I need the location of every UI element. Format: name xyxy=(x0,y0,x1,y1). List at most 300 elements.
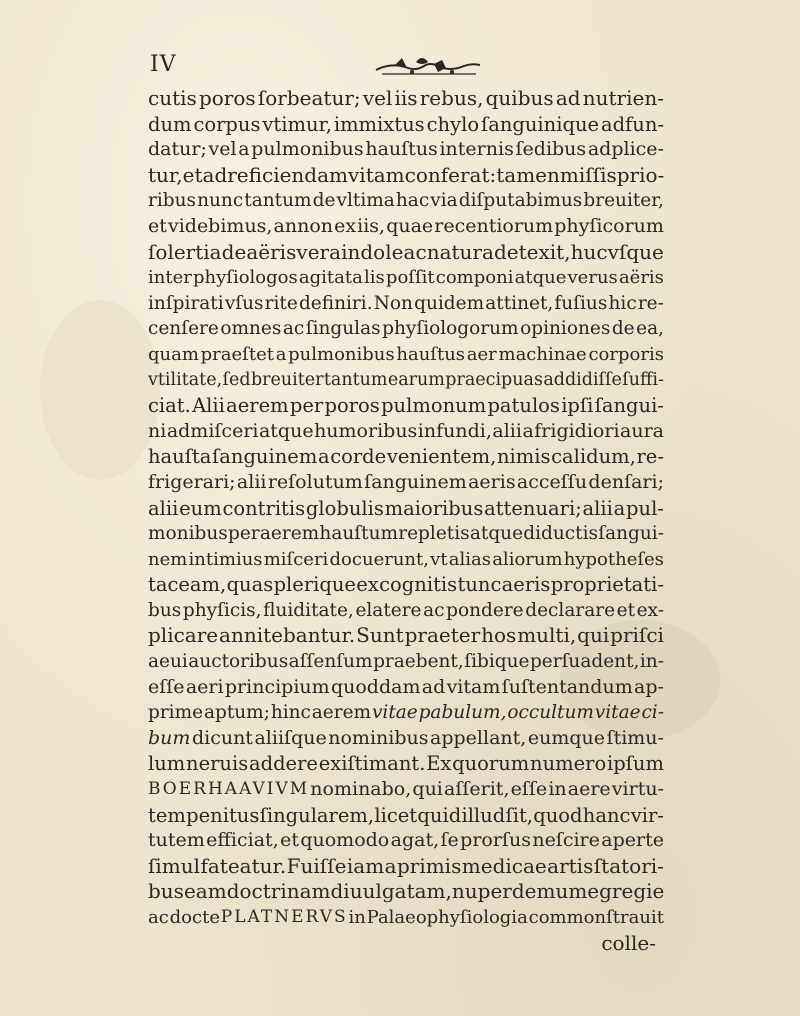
text-line xyxy=(148,726,664,752)
word: aeui xyxy=(148,651,188,673)
word: alii xyxy=(236,470,267,493)
word: lum xyxy=(148,752,186,776)
word: quoddam xyxy=(330,675,421,698)
word: de xyxy=(221,239,247,264)
word: atque xyxy=(514,267,567,289)
word: patulos xyxy=(487,394,560,418)
word: ipſum xyxy=(606,752,664,776)
text-line xyxy=(148,700,664,726)
word: vitam xyxy=(348,162,405,187)
word: atque xyxy=(469,523,524,545)
word: verus xyxy=(567,267,618,289)
word: tur, xyxy=(148,162,183,187)
text-line xyxy=(148,598,664,624)
word: opiniones xyxy=(520,318,611,340)
word: miſceri xyxy=(263,548,329,570)
word: aëris xyxy=(618,267,664,289)
word: aeris xyxy=(468,470,516,493)
word: egregie xyxy=(587,879,665,904)
word: licet xyxy=(374,803,418,827)
word: alias xyxy=(448,548,491,570)
text-line xyxy=(148,521,664,547)
word: et xyxy=(280,829,299,852)
text-line xyxy=(148,675,664,701)
word: nominabo, xyxy=(310,778,412,801)
word: maioribus xyxy=(384,496,484,520)
word: elatere xyxy=(355,599,422,621)
word: globulis xyxy=(305,496,384,520)
word: hac xyxy=(395,190,430,212)
word: ſangui- xyxy=(598,523,664,545)
word: addidiſſe xyxy=(543,369,622,390)
word: praebent, xyxy=(373,651,464,673)
word: eſſe xyxy=(148,675,185,698)
word: iam xyxy=(346,853,385,878)
word: Fuiſſe xyxy=(286,853,347,878)
word: auctoribus xyxy=(188,651,289,673)
word: praeſtet xyxy=(200,343,274,365)
word: earum xyxy=(387,369,445,390)
word: a xyxy=(613,496,626,520)
word: fluiditate, xyxy=(263,599,354,621)
word: prime xyxy=(148,702,204,724)
word: alii xyxy=(148,496,179,520)
word: eſſe xyxy=(510,778,548,801)
word: in- xyxy=(639,651,664,673)
word: quid xyxy=(417,803,462,827)
word: declarare xyxy=(525,599,616,621)
word: per xyxy=(289,394,324,418)
word: alii xyxy=(492,419,522,442)
word: prorſus xyxy=(460,829,531,852)
decorative-rule-ornament xyxy=(372,52,484,80)
word: aeri xyxy=(185,675,224,698)
word: tamen xyxy=(496,162,560,187)
word: aeris xyxy=(501,573,551,597)
word: vſus xyxy=(224,292,264,314)
word: ac xyxy=(403,239,427,264)
word: admiſceri xyxy=(166,419,259,442)
word: ſanguinem xyxy=(364,470,467,493)
word: adfun- xyxy=(600,112,664,136)
word: corde xyxy=(330,445,387,469)
word: demum xyxy=(511,879,588,904)
word: vel xyxy=(362,86,393,110)
word: ac xyxy=(148,907,169,928)
word: praecipuas xyxy=(445,369,543,390)
word: ſingulas xyxy=(305,318,381,340)
word: artis xyxy=(547,853,594,878)
word: tantum xyxy=(323,369,388,390)
word: ſedibus xyxy=(515,138,587,161)
word: ex xyxy=(356,573,379,597)
word: perſuadent, xyxy=(529,651,640,673)
text-line xyxy=(148,419,664,445)
word: quae xyxy=(386,214,434,237)
word: pulmonibus xyxy=(251,138,364,161)
word: poros xyxy=(198,86,256,110)
word: a xyxy=(384,853,397,878)
text-line xyxy=(148,265,664,291)
word: ex xyxy=(334,214,357,237)
word: praeter xyxy=(404,623,481,648)
word: iis xyxy=(394,86,418,110)
word: pondere xyxy=(446,599,524,621)
word: ſimul xyxy=(148,853,201,878)
word: bum xyxy=(148,726,191,749)
word: cenſere xyxy=(148,318,219,340)
word: in xyxy=(348,907,366,928)
word: reficiendam xyxy=(227,162,348,187)
word: aliorum xyxy=(492,548,563,570)
word: re- xyxy=(637,292,664,314)
text-line xyxy=(148,342,664,368)
text-line xyxy=(148,137,664,163)
word: ipſi xyxy=(561,394,594,418)
word: nutrien- xyxy=(582,86,664,110)
word: proprietati- xyxy=(550,573,664,597)
text-line xyxy=(148,879,664,905)
word: indole xyxy=(341,239,404,264)
word: alii xyxy=(582,496,613,520)
word: primis xyxy=(396,853,462,878)
word: eum xyxy=(179,496,222,520)
word: docte xyxy=(169,907,220,928)
text-line xyxy=(148,854,664,880)
text-line xyxy=(148,444,664,470)
word: omnes xyxy=(220,318,282,340)
word: reſolutum xyxy=(267,470,363,493)
word: calidum, xyxy=(551,445,636,469)
text-line xyxy=(148,828,664,854)
word: componi xyxy=(435,267,514,289)
word: inſpirati xyxy=(148,292,224,314)
word: chylo xyxy=(426,112,480,136)
word: ſe xyxy=(440,829,459,852)
word: quas xyxy=(226,573,274,597)
word: virtu- xyxy=(611,778,664,801)
word: ſangui- xyxy=(594,394,664,418)
catchword: colle- xyxy=(601,930,656,955)
word: vera xyxy=(296,239,342,264)
word: aptum; xyxy=(203,702,270,724)
word: vltima xyxy=(336,190,395,212)
word: Ex xyxy=(426,752,452,776)
word: aer xyxy=(466,343,497,365)
word: aerem xyxy=(226,394,289,418)
word: ad xyxy=(202,162,228,187)
word: miſſis xyxy=(559,162,617,187)
word: corpus xyxy=(193,112,261,136)
word: venientem, xyxy=(386,445,497,469)
word: vitae xyxy=(594,702,641,724)
word: exiſtimant. xyxy=(318,752,426,776)
word: frigerari; xyxy=(148,470,236,493)
word: tunc xyxy=(457,573,502,597)
word: frigidiori xyxy=(534,419,620,442)
word: aſſenſum xyxy=(288,651,373,673)
word: ſolertia xyxy=(148,239,222,264)
word: hauſta xyxy=(148,445,212,469)
word: ap- xyxy=(634,675,664,698)
word: tantum xyxy=(244,190,312,212)
text-line xyxy=(148,188,664,214)
word: in xyxy=(548,778,567,801)
word: aerem xyxy=(311,702,372,724)
word: taceam, xyxy=(148,573,227,597)
word: cognitis xyxy=(379,573,458,597)
text-line xyxy=(148,163,664,189)
word: vt xyxy=(430,548,448,570)
word: efficiat, xyxy=(206,829,279,852)
word: pul- xyxy=(626,496,664,520)
word: hauſtum xyxy=(319,523,399,545)
word: aſſerit, xyxy=(444,778,510,801)
text-line xyxy=(148,777,664,803)
word: ſorbeatur; xyxy=(257,86,361,110)
word: plerique xyxy=(273,573,356,597)
word: quorum xyxy=(452,752,530,776)
word: denſari; xyxy=(588,470,664,493)
word: dum xyxy=(148,112,192,136)
word: hypotheſes xyxy=(563,548,664,570)
word: annitebantur. xyxy=(219,623,356,648)
word: tutem xyxy=(148,829,205,852)
word: ci- xyxy=(641,702,664,724)
word: monibus xyxy=(148,523,228,545)
word: eumque xyxy=(527,726,605,749)
word: inter xyxy=(148,267,192,289)
word: breuiter xyxy=(250,369,324,390)
word: vtimur, xyxy=(262,112,332,136)
word: nimis xyxy=(496,445,551,469)
word: atque xyxy=(258,419,314,442)
word: aliiſque xyxy=(254,726,327,749)
word: intimius xyxy=(188,548,263,570)
word: nunc xyxy=(197,190,244,212)
word: phyſiologorum xyxy=(382,318,519,340)
text-line xyxy=(148,291,664,317)
word: ſanguinique xyxy=(480,112,600,136)
word: poros xyxy=(324,394,380,418)
word: hauſtus xyxy=(365,138,438,161)
word: dicunt xyxy=(191,726,253,749)
word: corporis xyxy=(588,343,664,365)
word: vir- xyxy=(630,803,664,827)
word: principium xyxy=(224,675,330,698)
word: annon xyxy=(273,214,334,237)
word: internis xyxy=(439,138,514,161)
word: occultum xyxy=(507,702,594,724)
word: ſit, xyxy=(505,803,533,827)
text-line xyxy=(148,368,664,394)
word: ribus xyxy=(148,190,197,212)
text-line xyxy=(148,316,664,342)
word: PLATNERVS xyxy=(220,907,348,927)
word: nominibus xyxy=(328,726,429,749)
word: aere xyxy=(567,778,611,801)
word: fuſius xyxy=(554,292,608,314)
word: immixtus xyxy=(333,112,425,136)
word: aerem xyxy=(259,523,320,545)
word: qui xyxy=(412,778,443,801)
word: aëris xyxy=(246,239,297,264)
word: ciat. xyxy=(148,394,191,418)
word: ex- xyxy=(636,599,664,621)
word: rite xyxy=(264,292,298,314)
word: tem xyxy=(148,803,186,827)
word: plicare xyxy=(148,623,219,648)
word: doctrinam xyxy=(226,879,331,904)
word: docuerunt, xyxy=(329,548,429,570)
word: eam xyxy=(183,879,227,904)
word: huc xyxy=(570,239,608,264)
word: recentiorum xyxy=(434,214,554,237)
word: re- xyxy=(636,445,664,469)
text-line xyxy=(148,240,664,266)
word: priſci xyxy=(610,623,664,648)
word: numero xyxy=(530,752,607,776)
word: repletis xyxy=(398,523,470,545)
word: a xyxy=(522,419,534,442)
word: agat, xyxy=(390,829,440,852)
word: phyſicis, xyxy=(182,599,262,621)
word: pabulum, xyxy=(418,702,507,724)
word: fateatur. xyxy=(200,853,287,878)
word: BOERHAAVIVM xyxy=(148,779,310,800)
text-line xyxy=(148,214,664,240)
text-line xyxy=(148,803,664,829)
word: prio- xyxy=(616,162,665,187)
word: attinet, xyxy=(485,292,554,314)
word: conferat: xyxy=(404,162,497,187)
text-line xyxy=(148,547,664,573)
word: ac xyxy=(423,599,445,621)
word: diſputabimus xyxy=(458,190,583,212)
word: diuulgatam, xyxy=(330,879,452,904)
word: quod xyxy=(533,803,583,827)
word: vel xyxy=(208,138,237,161)
word: ſanguinem xyxy=(212,445,318,469)
word: cutis xyxy=(148,86,197,110)
word: detexit, xyxy=(493,239,571,264)
word: phyſiologos xyxy=(193,267,298,289)
word: ad xyxy=(421,675,446,698)
word: pulmonibus xyxy=(288,343,395,365)
word: ea, xyxy=(636,318,664,340)
page-number: IV xyxy=(150,52,177,77)
word: aura xyxy=(620,419,664,442)
word: iis, xyxy=(357,214,386,237)
word: appellant, xyxy=(430,726,527,749)
word: multi, xyxy=(517,623,577,648)
word: addere xyxy=(248,752,318,776)
word: nem xyxy=(148,548,188,570)
word: diductis xyxy=(523,523,598,545)
word: ni xyxy=(148,419,167,442)
word: ad xyxy=(555,86,581,110)
word: vtilitate, xyxy=(148,369,223,390)
word: ac xyxy=(282,318,305,340)
text-line xyxy=(148,905,664,931)
word: Non xyxy=(373,292,413,314)
word: videbimus, xyxy=(167,214,273,237)
body-text xyxy=(148,86,664,956)
word: bus xyxy=(148,879,184,904)
word: vitam xyxy=(446,675,501,698)
word: agitata xyxy=(298,267,363,289)
word: ſtimu- xyxy=(606,726,664,749)
word: acceſſu xyxy=(516,470,588,493)
word: humoribus xyxy=(314,419,418,442)
word: hauſtus xyxy=(396,343,466,365)
word: Palaeophyſiologia xyxy=(366,907,528,928)
word: datur; xyxy=(148,138,207,161)
word: ſed xyxy=(222,369,251,390)
word: Sunt xyxy=(356,623,404,648)
word: hinc xyxy=(270,702,311,724)
text-line xyxy=(148,86,664,112)
word: penitus xyxy=(186,803,260,827)
word: commonſtrauit xyxy=(528,907,664,928)
paper-stain xyxy=(40,300,160,480)
word: aperte xyxy=(601,829,664,852)
word: de xyxy=(312,190,336,212)
word: via xyxy=(430,190,458,212)
word: nuper xyxy=(451,879,512,904)
word: quomodo xyxy=(300,829,390,852)
word: contritis xyxy=(222,496,306,520)
word: bus xyxy=(148,599,182,621)
text-line xyxy=(148,470,664,496)
text-line xyxy=(148,112,664,138)
word: quibus xyxy=(485,86,554,110)
word: neruis xyxy=(186,752,249,776)
word: ſibique xyxy=(464,651,530,673)
word: a xyxy=(275,343,287,365)
word: vitae xyxy=(371,702,418,724)
word: attenuari; xyxy=(484,496,582,520)
word: vſque xyxy=(607,239,664,264)
word: Alii xyxy=(192,394,225,418)
word: machinae xyxy=(498,343,587,365)
word: hos xyxy=(481,623,517,648)
word: adplice- xyxy=(587,138,664,161)
word: infundi, xyxy=(417,419,492,442)
word: phyſicorum xyxy=(554,214,664,237)
word: definiri. xyxy=(298,292,373,314)
word: neſcire xyxy=(532,829,600,852)
text-line xyxy=(148,623,664,649)
word: lis xyxy=(364,267,385,289)
word: hanc xyxy=(582,803,631,827)
text-line xyxy=(148,649,664,675)
word: illud xyxy=(461,803,506,827)
word: pulmonum xyxy=(381,394,487,418)
word: breuiter, xyxy=(583,190,664,212)
text-line xyxy=(148,751,664,777)
word: et xyxy=(182,162,203,187)
word: medicae xyxy=(461,853,547,878)
word: natura xyxy=(426,239,494,264)
text-line xyxy=(148,393,664,419)
text-line xyxy=(148,572,664,598)
word: a xyxy=(238,138,250,161)
word: et xyxy=(148,214,167,237)
word: ſuſtentandum xyxy=(501,675,633,698)
word: rebus, xyxy=(419,86,484,110)
word: ſtatori- xyxy=(593,853,664,878)
